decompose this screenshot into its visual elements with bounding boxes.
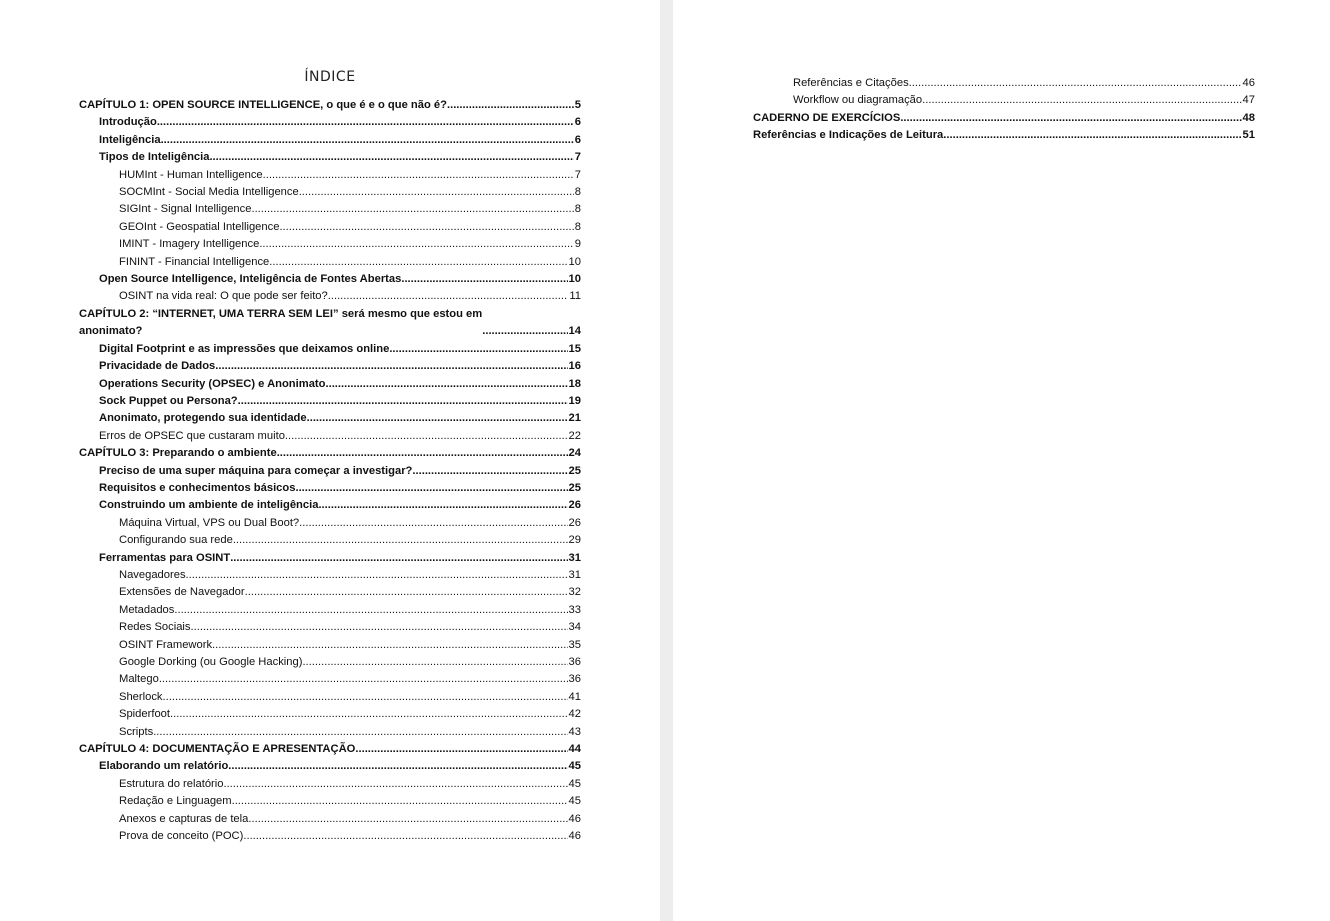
dot-leader <box>245 584 568 601</box>
toc-entry-page-number: 32 <box>568 586 581 599</box>
toc-entry-title: Requisitos e conhecimentos básicos <box>99 481 296 494</box>
toc-entry-page-number: 16 <box>568 360 581 373</box>
dot-leader <box>174 602 567 619</box>
toc-entry-title: Sock Puppet ou Persona? <box>99 394 238 407</box>
toc-entry-title: Open Source Intelligence, Inteligência de Fontes Abertas <box>99 273 402 286</box>
toc-entry-title: Referências e Citações <box>793 77 909 89</box>
toc-entry[interactable] <box>79 654 581 671</box>
toc-entry-page-number: 10 <box>568 273 581 286</box>
toc-entry-page-number: 18 <box>568 377 581 390</box>
toc-entry[interactable] <box>79 236 581 253</box>
dot-leader <box>259 236 573 253</box>
toc-entry-page-number: 7 <box>574 151 581 164</box>
toc-entry-title: Construindo um ambiente de inteligência <box>99 499 319 512</box>
dot-leader <box>401 271 567 288</box>
toc-entry-page-number: 46 <box>568 812 581 825</box>
toc-entry[interactable] <box>79 428 581 445</box>
dot-leader <box>233 532 568 549</box>
dot-leader <box>228 758 567 775</box>
toc-entry-title: FININT - Financial Intelligence <box>119 255 270 268</box>
toc-entry[interactable] <box>79 306 581 341</box>
toc-entry-page-number: 46 <box>1242 77 1255 89</box>
toc-entry[interactable] <box>79 758 581 775</box>
toc-list <box>79 97 581 845</box>
toc-entry-title: Redes Sociais <box>119 621 191 634</box>
toc-entry[interactable] <box>79 793 581 810</box>
toc-entry-page-number: 46 <box>568 830 581 843</box>
toc-entry-page-number: 24 <box>568 447 581 460</box>
toc-entry-title: Estrutura do relatório <box>119 777 224 790</box>
dot-leader <box>325 376 567 393</box>
toc-entry[interactable] <box>79 584 581 601</box>
toc-title: ÍNDICE <box>304 69 356 85</box>
toc-entry-page-number: 26 <box>568 499 581 512</box>
toc-entry[interactable] <box>79 219 581 236</box>
toc-entry-title: Metadados <box>119 603 175 616</box>
toc-entry-title: Elaborando um relatório <box>99 760 229 773</box>
page-gutter <box>660 0 673 921</box>
toc-entry-title: HUMInt - Human Intelligence <box>119 168 263 181</box>
toc-entry-title: CADERNO DE EXERCÍCIOS <box>753 111 901 124</box>
toc-entry-title: SOCMInt - Social Media Intelligence <box>119 186 299 199</box>
toc-entry-title: GEOInt - Geospatial Intelligence <box>119 220 280 233</box>
toc-entry-page-number: 19 <box>568 394 581 407</box>
dot-leader <box>447 97 574 114</box>
dot-leader <box>153 724 567 741</box>
toc-entry[interactable] <box>79 271 581 288</box>
dot-leader <box>943 127 1241 144</box>
toc-entry-page-number: 22 <box>568 429 581 442</box>
dot-leader <box>215 358 567 375</box>
toc-entry-title: Spiderfoot <box>119 708 170 721</box>
toc-entry-title: Redação e Linguagem <box>119 795 232 808</box>
dot-leader <box>355 741 567 758</box>
toc-entry-title: OSINT Framework <box>119 638 213 651</box>
toc-entry-page-number: 29 <box>568 534 581 547</box>
toc-entry-title: Anexos e capturas de tela <box>119 812 249 825</box>
toc-entry-page-number: 47 <box>1242 94 1255 107</box>
toc-entry[interactable] <box>79 97 581 114</box>
toc-entry[interactable] <box>79 463 581 480</box>
dot-leader <box>389 341 567 358</box>
toc-entry-title: Scripts <box>119 725 154 738</box>
toc-entry-page-number: 51 <box>1242 129 1255 142</box>
toc-entry[interactable] <box>79 497 581 514</box>
toc-entry[interactable] <box>79 288 581 305</box>
toc-entry-title: Configurando sua rede <box>119 534 233 547</box>
toc-entry-title: Preciso de uma super máquina para começar a investigar? <box>99 464 413 477</box>
toc-entry-page-number: 45 <box>568 795 581 808</box>
toc-entry-page-number: 5 <box>574 99 581 111</box>
document-page-left <box>0 0 660 921</box>
dot-leader <box>238 393 568 410</box>
dot-leader <box>302 654 567 671</box>
toc-entry[interactable] <box>79 184 581 201</box>
dot-leader <box>159 671 568 688</box>
toc-entry-page-number: 25 <box>568 481 581 494</box>
dot-leader <box>251 201 573 218</box>
toc-entry[interactable] <box>753 127 1255 144</box>
toc-entry-title: Digital Footprint e as impressões que deixamos online <box>99 342 390 355</box>
toc-entry-title: Erros de OPSEC que custaram muito <box>99 429 285 442</box>
toc-entry-page-number: 14 <box>568 325 581 338</box>
dot-leader <box>230 550 567 567</box>
dot-leader <box>279 219 573 236</box>
dot-leader <box>243 828 567 845</box>
dot-leader <box>269 254 567 271</box>
toc-entry-title: Inteligência <box>99 133 161 146</box>
dot-leader <box>186 567 568 584</box>
toc-entry[interactable] <box>79 376 581 393</box>
toc-entry[interactable] <box>79 132 581 149</box>
toc-entry-title: Anonimato, protegendo sua identidade <box>99 412 307 425</box>
dot-leader <box>328 288 569 305</box>
toc-entry-title: Sherlock <box>119 690 163 703</box>
toc-entry[interactable] <box>79 567 581 584</box>
dot-leader <box>157 114 574 131</box>
toc-entry-page-number: 31 <box>568 568 581 581</box>
toc-entry[interactable] <box>79 480 581 497</box>
dot-leader <box>277 445 568 462</box>
toc-entry-title: Google Dorking (ou Google Hacking) <box>119 656 303 668</box>
toc-entry-page-number: 34 <box>568 621 581 634</box>
toc-entry-page-number: 8 <box>574 203 581 216</box>
toc-entry[interactable] <box>79 602 581 619</box>
toc-list-continued <box>753 75 1255 145</box>
toc-entry-title: Workflow ou diagramação <box>793 94 923 107</box>
toc-entry-title: Maltego <box>119 673 159 686</box>
dot-leader <box>909 75 1242 92</box>
dot-leader <box>922 92 1241 109</box>
toc-entry[interactable] <box>79 358 581 375</box>
dot-leader <box>295 480 567 497</box>
toc-entry[interactable] <box>79 724 581 741</box>
toc-entry-page-number: 42 <box>568 708 581 721</box>
dot-leader <box>263 167 574 184</box>
toc-entry-page-number: 7 <box>574 168 581 181</box>
toc-entry-page-number: 6 <box>574 133 581 146</box>
toc-entry[interactable] <box>79 149 581 166</box>
toc-entry[interactable] <box>79 776 581 793</box>
toc-entry[interactable] <box>79 689 581 706</box>
toc-entry[interactable] <box>79 828 581 845</box>
toc-entry-title: Prova de conceito (POC) <box>119 830 244 843</box>
toc-entry[interactable] <box>79 811 581 828</box>
toc-entry-title: CAPÍTULO 2: “INTERNET, UMA TERRA SEM LEI” será mesmo que estou em <box>79 307 483 320</box>
toc-entry-page-number: 15 <box>568 342 581 355</box>
toc-entry-page-number: 43 <box>568 725 581 738</box>
dot-leader <box>161 132 574 149</box>
toc-entry-page-number: 10 <box>568 255 581 268</box>
toc-entry[interactable] <box>79 201 581 218</box>
toc-entry-page-number: 6 <box>574 116 581 129</box>
toc-entry-title: CAPÍTULO 4: DOCUMENTAÇÃO E APRESENTAÇÃO <box>79 743 356 756</box>
toc-entry[interactable] <box>79 741 581 758</box>
toc-entry-title: Máquina Virtual, VPS ou Dual Boot? <box>119 516 300 529</box>
toc-entry-page-number: 36 <box>568 673 581 686</box>
toc-entry-page-number: 9 <box>574 238 581 251</box>
toc-entry-title: Ferramentas para OSINT <box>99 551 231 564</box>
toc-entry-page-number: 48 <box>1242 111 1255 124</box>
toc-entry-title: Operations Security (OPSEC) e Anonimato <box>99 377 326 390</box>
toc-entry-page-number: 35 <box>568 638 581 651</box>
toc-entry-page-number: 8 <box>574 186 581 199</box>
toc-entry[interactable] <box>79 550 581 567</box>
toc-entry-title: CAPÍTULO 3: Preparando o ambiente <box>79 447 277 460</box>
dot-leader <box>191 619 568 636</box>
toc-entry-page-number: 21 <box>568 412 581 425</box>
toc-entry[interactable] <box>79 445 581 462</box>
toc-entry[interactable] <box>79 114 581 131</box>
toc-entry-page-number: 41 <box>568 690 581 703</box>
toc-entry-page-number: 45 <box>568 777 581 790</box>
dot-leader <box>299 515 567 532</box>
toc-entry[interactable] <box>79 393 581 410</box>
toc-entry-title: OSINT na vida real: O que pode ser feito? <box>119 290 328 303</box>
dot-leader <box>163 689 568 706</box>
toc-entry-title: Tipos de Inteligência <box>99 151 210 164</box>
toc-entry[interactable] <box>79 532 581 549</box>
dot-leader <box>482 323 567 340</box>
toc-entry-title: IMINT - Imagery Intelligence <box>119 238 260 251</box>
toc-entry-title: SIGInt - Signal Intelligence <box>119 203 252 216</box>
toc-entry-page-number: 44 <box>568 743 581 756</box>
toc-entry-title: Introdução <box>99 116 157 129</box>
toc-entry[interactable] <box>79 706 581 723</box>
toc-entry-page-number: 36 <box>568 656 581 668</box>
dot-leader <box>412 463 567 480</box>
toc-entry[interactable] <box>753 110 1255 127</box>
toc-entry[interactable] <box>753 92 1255 109</box>
dot-leader <box>232 793 568 810</box>
dot-leader <box>900 110 1241 127</box>
toc-entry[interactable] <box>79 167 581 184</box>
dot-leader <box>209 149 573 166</box>
toc-entry-title-continued: anonimato? <box>79 325 143 338</box>
toc-entry[interactable] <box>79 515 581 532</box>
toc-entry[interactable] <box>753 75 1255 92</box>
toc-entry-page-number: 45 <box>568 760 581 773</box>
toc-entry-title: Extensões de Navegador <box>119 586 245 599</box>
toc-entry-page-number: 8 <box>574 220 581 233</box>
toc-entry-title: Privacidade de Dados <box>99 360 216 373</box>
toc-entry[interactable] <box>79 619 581 636</box>
toc-entry-title: Navegadores <box>119 568 186 581</box>
toc-entry-page-number: 25 <box>568 464 581 477</box>
toc-entry-page-number: 31 <box>568 551 581 564</box>
toc-entry[interactable] <box>79 671 581 688</box>
toc-entry[interactable] <box>79 410 581 427</box>
toc-entry-page-number: 11 <box>569 290 581 303</box>
toc-entry-title: Referências e Indicações de Leitura <box>753 129 944 142</box>
dot-leader <box>223 776 567 793</box>
dot-leader <box>299 184 574 201</box>
toc-entry-page-number: 26 <box>568 516 581 529</box>
toc-entry[interactable] <box>79 341 581 358</box>
dot-leader <box>285 428 568 445</box>
dot-leader <box>318 497 567 514</box>
toc-entry[interactable] <box>79 254 581 271</box>
toc-entry-page-number: 33 <box>568 603 581 616</box>
dot-leader <box>170 706 568 723</box>
dot-leader <box>248 811 567 828</box>
dot-leader <box>307 410 568 427</box>
dot-leader <box>212 637 568 654</box>
toc-entry[interactable] <box>79 637 581 654</box>
toc-entry-title: CAPÍTULO 1: OPEN SOURCE INTELLIGENCE, o que é e o que não é? <box>79 99 447 111</box>
